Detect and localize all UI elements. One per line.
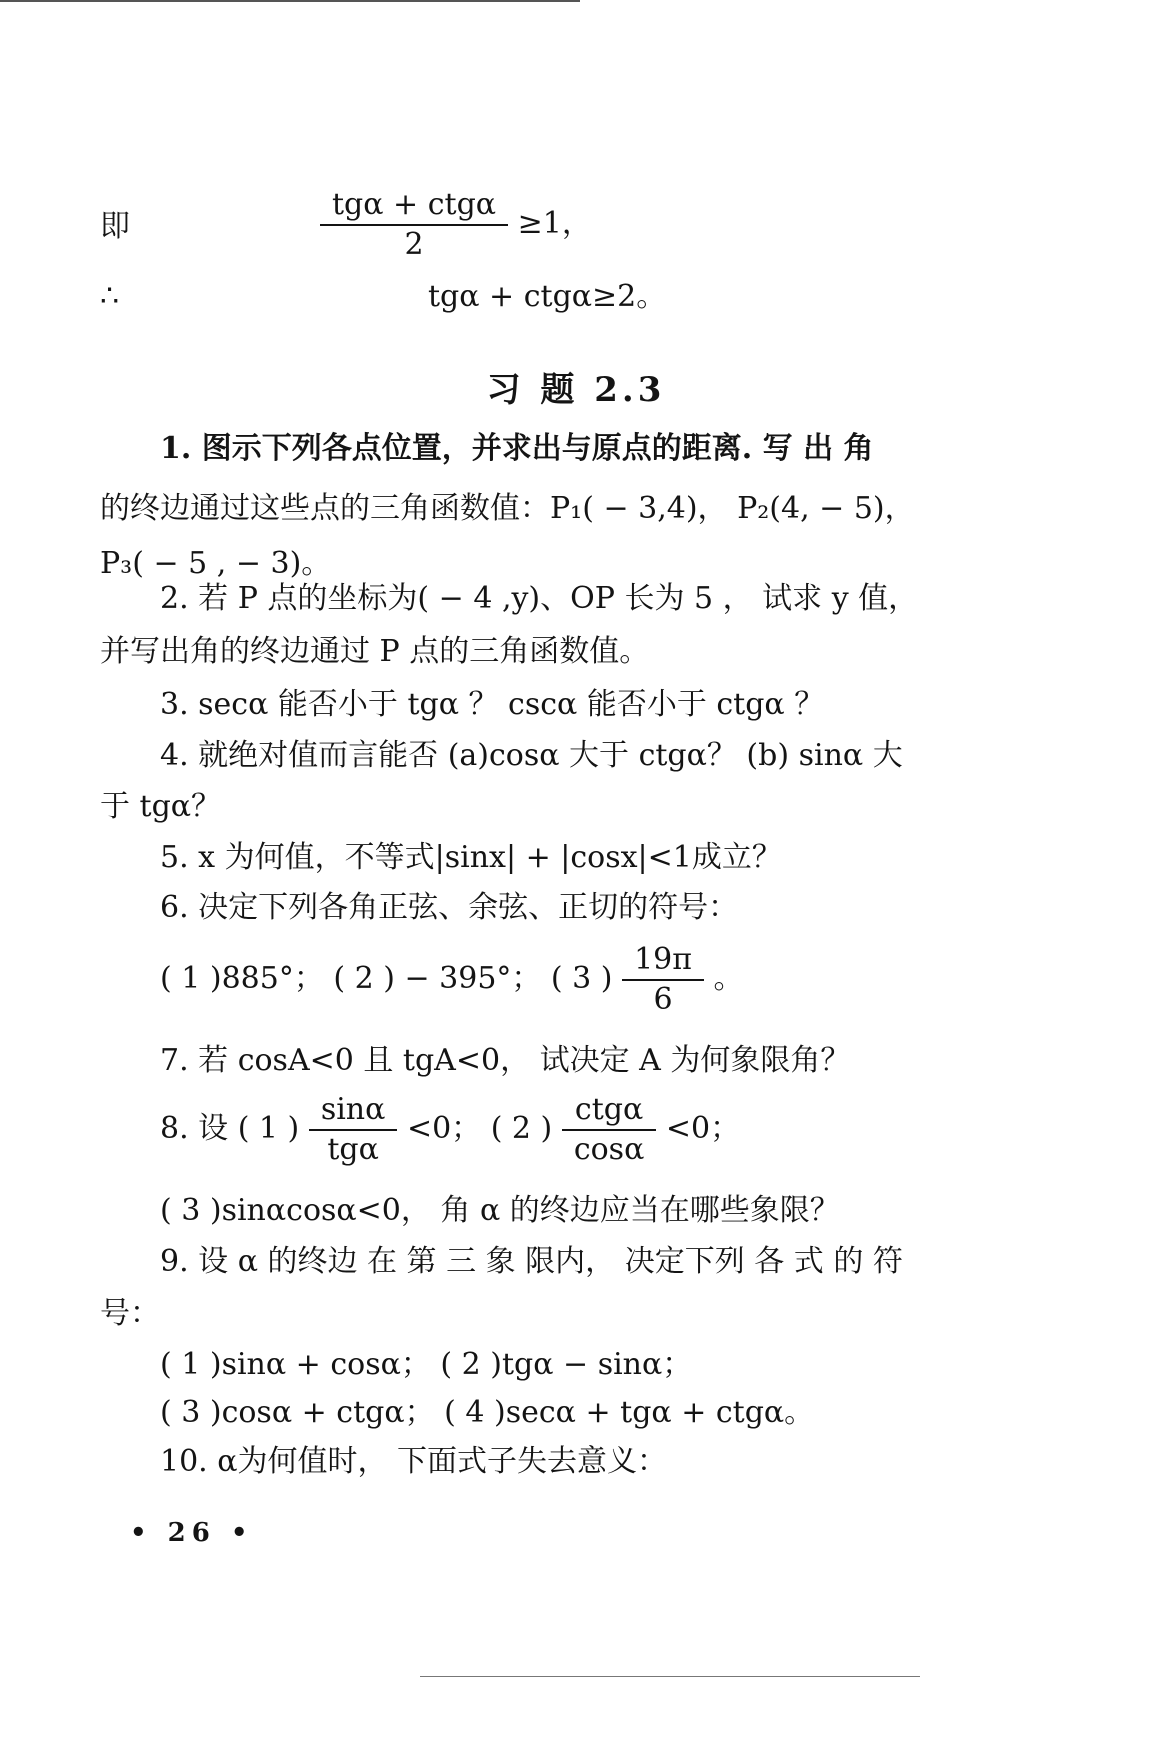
bottom-rule	[420, 1676, 920, 1677]
problem-8-part-a: 8. 设 ( 1 )	[160, 1111, 300, 1146]
therefore-symbol: ∴	[100, 279, 120, 314]
problem-9-line-1: 9. 设 α 的终边 在 第 三 象 限内， 决定下列 各 式 的 符	[160, 1244, 903, 1279]
problem-7: 7. 若 cosA<0 且 tgA<0， 试决定 A 为何象限角？	[160, 1043, 851, 1078]
fraction-denominator: 6	[622, 979, 704, 1015]
problem-4-line-1: 4. 就绝对值而言能否 (a)cosα 大于 ctgα？ (b) sinα 大	[160, 738, 903, 773]
fraction-denominator: 2	[320, 224, 508, 260]
problem-9-line-4: ( 3 )cosα + ctgα； ( 4 )secα + tgα + ctgα。	[160, 1395, 815, 1430]
fraction-numerator: ctgα	[574, 1092, 644, 1127]
problem-3: 3. secα 能否小于 tgα ？ cscα 能否小于 ctgα ？	[160, 687, 825, 722]
top-rule	[0, 0, 580, 2]
fraction-tg-ctg	[326, 187, 502, 262]
problem-4-line-2: 于 tgα？	[100, 789, 222, 824]
ji-char: 即	[100, 209, 130, 244]
problem-6-items	[160, 942, 1020, 1017]
problem-8-line-1	[160, 1092, 1020, 1167]
problem-2-line-2: 并写出角的终边通过 P 点的三角函数值。	[100, 634, 650, 669]
inequality-2: tgα + ctgα≥2。	[428, 279, 667, 314]
inequality-1-rest: ≥1，	[517, 206, 592, 241]
fraction-numerator: sinα	[320, 1092, 386, 1127]
problem-5: 5. x 为何值，不等式|sinx| + |cosx|<1成立？	[160, 840, 782, 875]
problem-8-part-c: <0；	[665, 1111, 741, 1146]
problem-1-line-3: P₃( − 5 , − 3)。	[100, 546, 332, 581]
fraction-numerator: tgα + ctgα	[332, 187, 497, 222]
problem-8-part-b: <0； ( 2 )	[406, 1111, 553, 1146]
fraction-19pi-6	[628, 942, 698, 1017]
problem-6-end: 。	[713, 961, 744, 996]
inequality-1	[320, 187, 592, 262]
fraction-denominator: tgα	[309, 1129, 398, 1165]
problem-6: 6. 决定下列各角正弦、余弦、正切的符号：	[160, 890, 739, 925]
problem-2-line-1: 2. 若 P 点的坐标为( − 4 ,y)、OP 长为 5 ， 试求 y 值，	[160, 581, 919, 616]
fraction-ctg-over-cos	[568, 1092, 651, 1167]
problem-1-line-1: 1. 图示下列各点位置，并求出与原点的距离. 写 出 角	[160, 431, 874, 466]
problem-6-items-text: ( 1 )885°； ( 2 ) − 395°； ( 3 )	[160, 961, 613, 996]
fraction-sin-over-tg	[315, 1092, 392, 1167]
problem-1-line-2: 的终边通过这些点的三角函数值：P₁( − 3,4)， P₂(4, − 5)，	[100, 491, 915, 526]
problem-9-line-2: 号：	[100, 1296, 160, 1331]
problem-10: 10. α为何值时， 下面式子失去意义：	[160, 1444, 668, 1479]
section-title: 习 题 2.3	[486, 370, 666, 410]
problem-8-line-2: ( 3 )sinαcosα<0， 角 α 的终边应当在哪些象限？	[160, 1193, 840, 1228]
page-number: • 26 •	[130, 1518, 254, 1548]
problem-9-line-3: ( 1 )sinα + cosα； ( 2 )tgα − sinα；	[160, 1347, 693, 1382]
fraction-numerator: 19π	[634, 942, 692, 977]
fraction-denominator: cosα	[562, 1129, 657, 1165]
